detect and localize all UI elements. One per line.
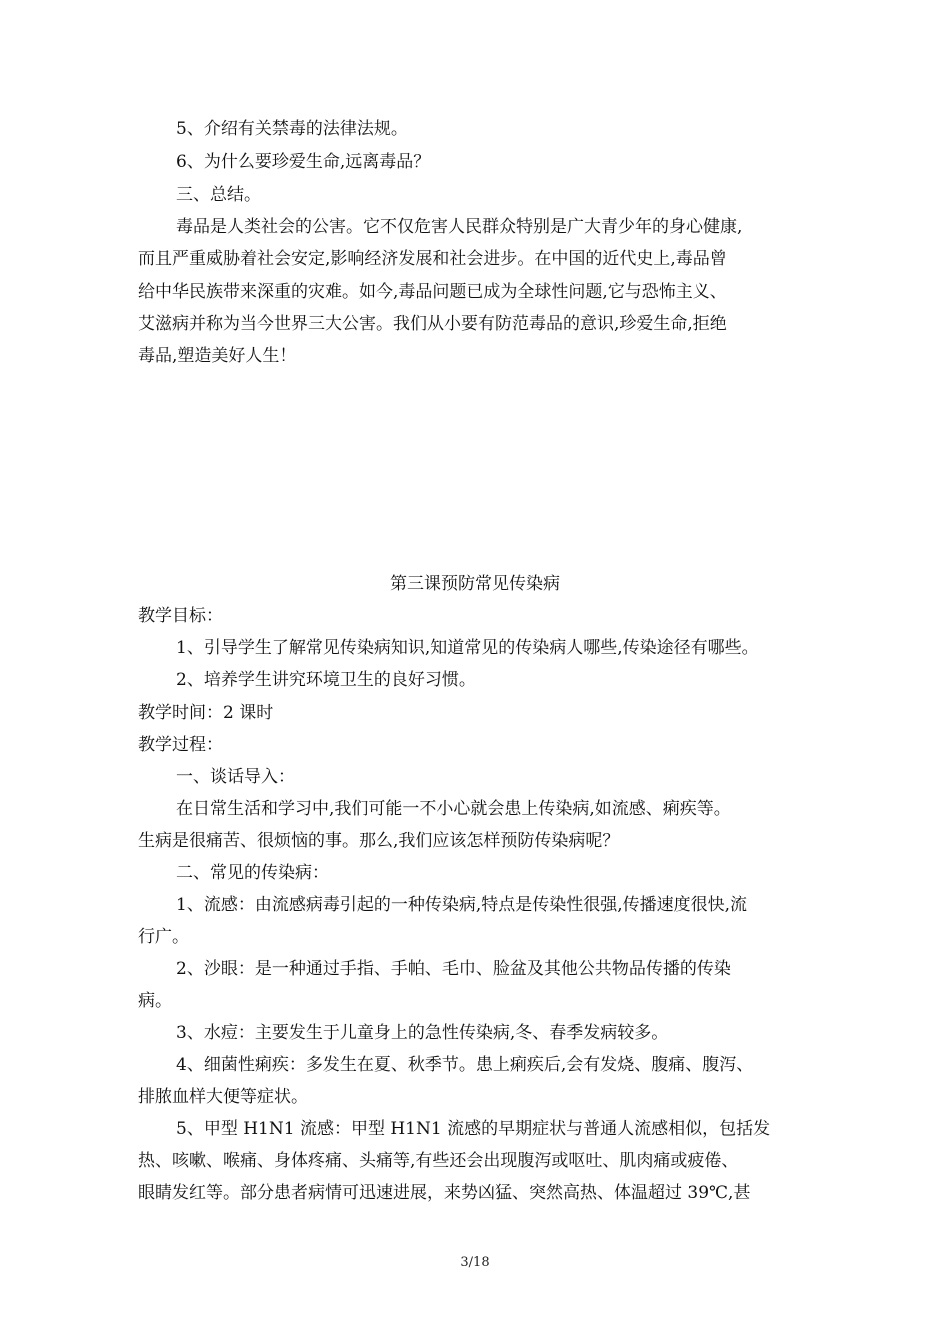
disease-item-dysentery: 4、细菌性痢疾：多发生在夏、秋季节。患上痢疾后,会有发烧、腹痛、腹泻、: [176, 1055, 754, 1075]
goal-item: 2、培养学生讲究环境卫生的良好习惯。: [176, 670, 476, 690]
disease-item-chickenpox: 3、水痘：主要发生于儿童身上的急性传染病,冬、春季发病较多。: [176, 1023, 669, 1043]
list-item-cherish-life: 6、为什么要珍爱生命,远离毒品？: [176, 152, 431, 172]
disease-item-dysentery-cont: 排脓血样大便等症状。: [138, 1087, 308, 1107]
summary-line: 毒品是人类社会的公害。它不仅危害人民群众特别是广大青少年的身心健康,: [176, 217, 743, 237]
section-heading-summary: 三、总结。: [176, 185, 261, 205]
goals-label: 教学目标：: [138, 606, 223, 626]
page-number: 3/18: [460, 1255, 490, 1270]
intro-line: 生病是很痛苦、很烦恼的事。那么,我们应该怎样预防传染病呢？: [138, 831, 620, 851]
summary-line: 给中华民族带来深重的灾难。如今,毒品问题已成为全球性问题,它与恐怖主义、: [138, 282, 727, 302]
goal-item: 1、引导学生了解常见传染病知识,知道常见的传染病人哪些,传染途径有哪些。: [176, 638, 759, 658]
disease-item-trachoma: 2、沙眼：是一种通过手指、手帕、毛巾、脸盆及其他公共物品传播的传染: [176, 959, 731, 979]
lesson-title: 第三课预防常见传染病: [390, 574, 560, 594]
section-heading-intro: 一、谈话导入：: [176, 767, 295, 787]
disease-item-h1n1-cont: 热、咳嗽、喉痛、身体疼痛、头痛等,有些还会出现腹泻或呕吐、肌肉痛或疲倦、: [138, 1151, 739, 1171]
disease-item-h1n1-cont: 眼睛发红等。部分患者病情可迅速进展，来势凶猛、突然高热、体温超过 39℃,甚: [138, 1183, 751, 1203]
disease-item-h1n1: 5、甲型 H1N1 流感：甲型 H1N1 流感的早期症状与普通人流感相似，包括发: [176, 1119, 771, 1139]
summary-line: 而且严重威胁着社会安定,影响经济发展和社会进步。在中国的近代史上,毒品曾: [138, 249, 727, 269]
intro-line: 在日常生活和学习中,我们可能一不小心就会患上传染病,如流感、痢疾等。: [176, 799, 731, 819]
disease-item-flu: 1、流感：由流感病毒引起的一种传染病,特点是传染性很强,传播速度很快,流: [176, 895, 748, 915]
disease-item-flu-cont: 行广。: [138, 927, 189, 947]
section-heading-common-diseases: 二、常见的传染病：: [176, 863, 329, 883]
disease-item-trachoma-cont: 病。: [138, 991, 172, 1011]
summary-line: 毒品,塑造美好人生！: [138, 346, 297, 366]
list-item-law: 5、介绍有关禁毒的法律法规。: [176, 119, 408, 139]
teaching-time: 教学时间：2 课时: [138, 703, 274, 723]
process-label: 教学过程：: [138, 735, 223, 755]
summary-line: 艾滋病并称为当今世界三大公害。我们从小要有防范毒品的意识,珍爱生命,拒绝: [138, 314, 727, 334]
